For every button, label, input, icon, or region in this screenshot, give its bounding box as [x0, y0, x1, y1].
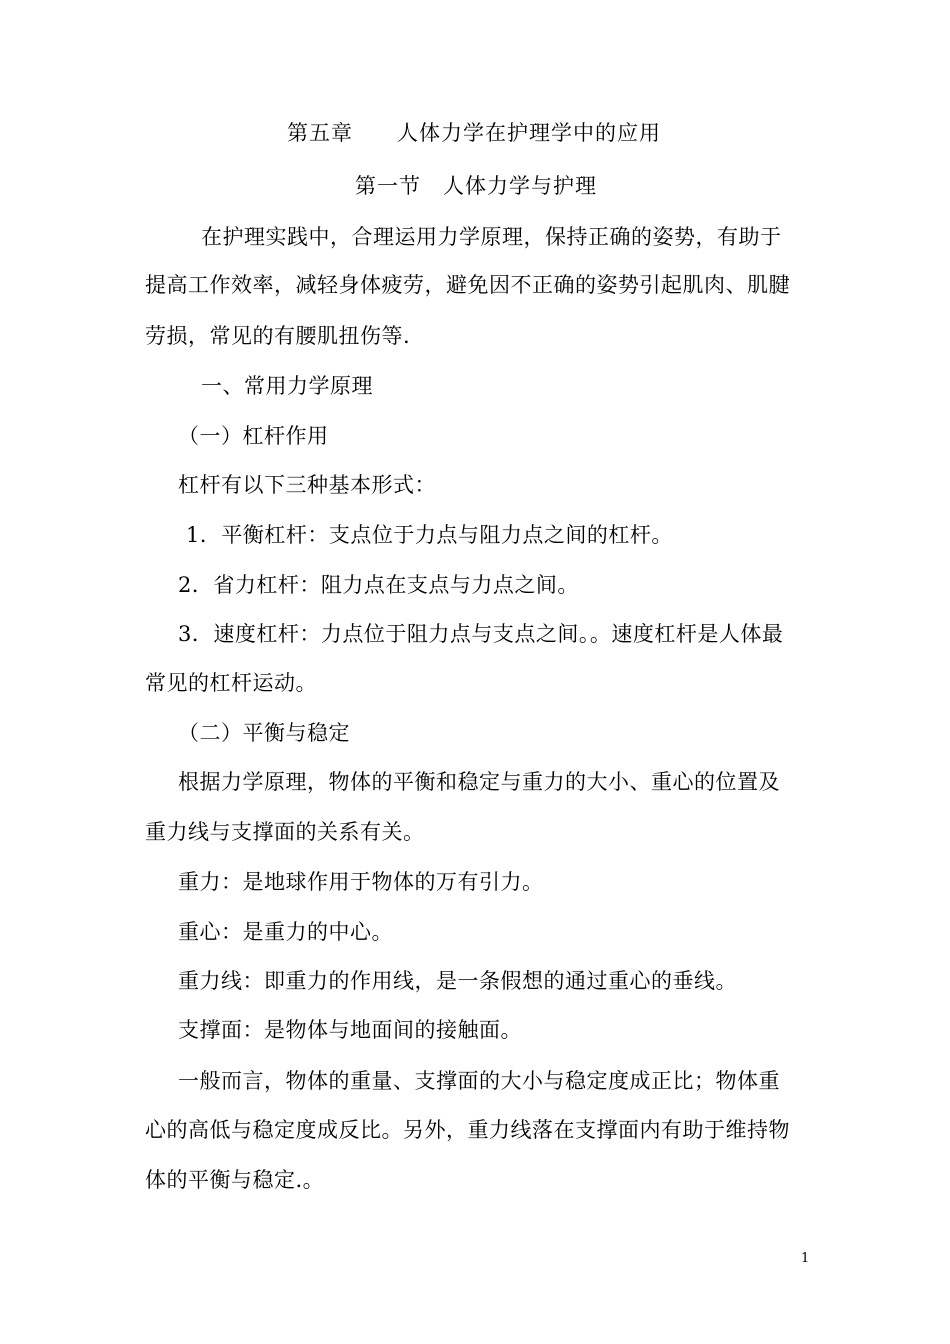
definition-gravity: 重力：是地球作用于物体的万有引力。: [178, 870, 544, 894]
lever-item-balance: 1．平衡杠杆：支点位于力点与阻力点之间的杠杆。: [186, 523, 673, 547]
intro-paragraph-line-3: 劳损，常见的有腰肌扭伤等.: [145, 324, 411, 348]
definition-center-of-gravity: 重心：是重力的中心。: [178, 920, 393, 944]
page-number: 1: [801, 1251, 810, 1266]
definition-line-of-gravity: 重力线：即重力的作用线，是一条假想的通过重心的垂线。: [178, 969, 737, 993]
lever-item-effort-saving: 2．省力杠杆：阻力点在支点与力点之间。: [178, 573, 579, 597]
balance-paragraph-line-1: 根据力学原理，物体的平衡和稳定与重力的大小、重心的位置及: [178, 770, 780, 794]
lever-intro: 杠杆有以下三种基本形式：: [178, 473, 436, 497]
intro-paragraph-line-2: 提高工作效率，减轻身体疲劳，避免因不正确的姿势引起肌肉、肌腱: [145, 273, 790, 297]
lever-item-speed-continued: 常见的杠杆运动。: [145, 671, 317, 695]
balance-paragraph-line-2: 重力线与支撑面的关系有关。: [145, 820, 425, 844]
conclusion-line-2: 心的高低与稳定度成反比。另外，重力线落在支撑面内有助于维持物: [145, 1118, 790, 1142]
conclusion-line-1: 一般而言，物体的重量、支撑面的大小与稳定度成正比；物体重: [178, 1069, 780, 1093]
intro-paragraph-line-1: 在护理实践中，合理运用力学原理，保持正确的姿势，有助于: [201, 225, 782, 249]
lever-item-speed: 3．速度杠杆：力点位于阻力点与支点之间。。速度杠杆是人体最: [178, 622, 784, 646]
section-title: 第一节 人体力学与护理: [355, 174, 597, 198]
conclusion-line-3: 体的平衡与稳定.。: [145, 1168, 325, 1192]
subheading-lever: （一）杠杆作用: [178, 424, 329, 448]
heading-common-mechanics: 一、常用力学原理: [201, 374, 373, 398]
subheading-balance-stability: （二）平衡与稳定: [178, 721, 350, 745]
chapter-title: 第五章 人体力学在护理学中的应用: [287, 121, 661, 145]
definition-base-of-support: 支撑面：是物体与地面间的接触面。: [178, 1018, 522, 1042]
